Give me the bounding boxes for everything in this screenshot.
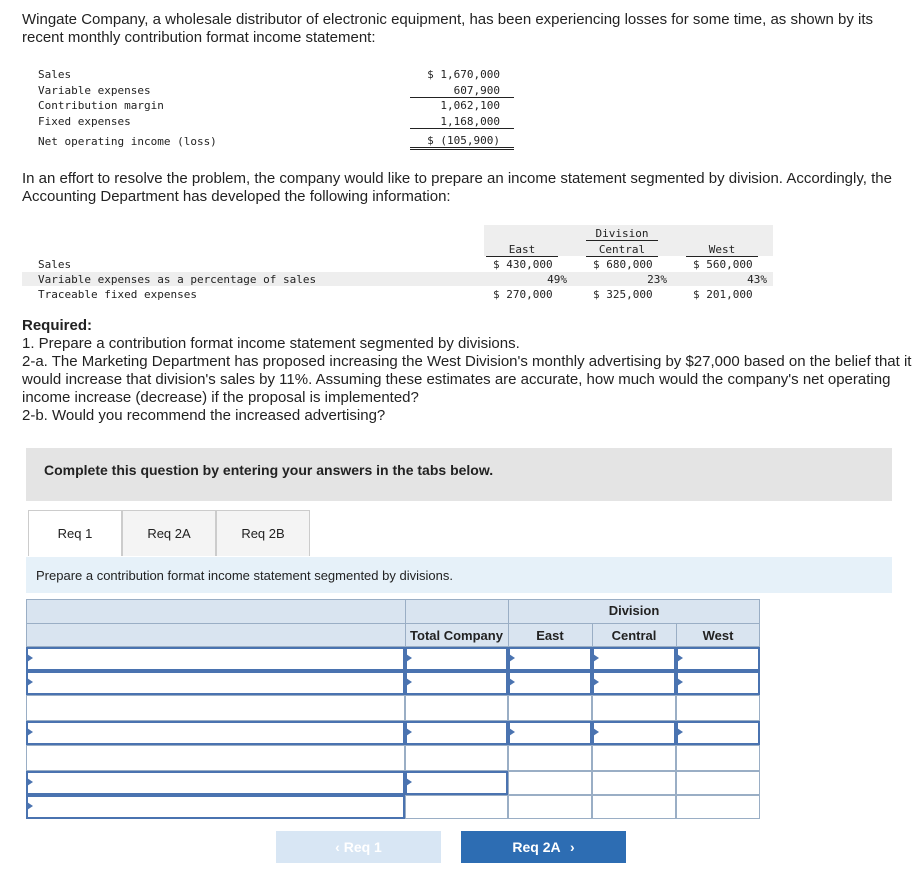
division-col-east: East	[486, 243, 558, 257]
is-value-sales: $ 1,670,000	[427, 68, 500, 81]
division-label-sales: Sales	[38, 258, 72, 271]
answer-central-input[interactable]	[592, 671, 676, 695]
answer-east-cell	[508, 745, 592, 771]
answer-central-cell	[592, 695, 676, 721]
tab-req-2b[interactable]: Req 2B	[216, 510, 310, 556]
chevron-right-icon: ›	[569, 839, 575, 855]
instruction-bar	[26, 557, 892, 593]
instruction-text: Prepare a contribution format income statement segmented by divisions.	[36, 568, 453, 583]
required-title: Required:	[22, 317, 93, 334]
answer-central-input[interactable]	[592, 647, 676, 671]
answer-total-cell	[405, 795, 508, 819]
answer-central-cell	[592, 745, 676, 771]
effort-line-1: In an effort to resolve the problem, the company would like to prepare an income statement segmented by division. Accordingly, the	[22, 170, 892, 187]
answer-central-cell	[592, 795, 676, 819]
is-value-cm: 1,062,100	[440, 99, 500, 112]
answer-total-input[interactable]	[405, 671, 508, 695]
answer-col-central: Central	[611, 628, 657, 643]
is-value-fixed: 1,168,000	[410, 115, 514, 129]
division-central-sales: $ 680,000	[593, 258, 653, 271]
answer-east-cell	[508, 795, 592, 819]
division-label-variable-pct: Variable expenses as a percentage of sales	[38, 273, 317, 286]
answer-east-cell	[508, 771, 592, 795]
answer-total-input[interactable]	[405, 771, 508, 795]
answer-east-input[interactable]	[508, 671, 592, 695]
answer-west-cell	[676, 695, 760, 721]
is-label-noi: Net operating income (loss)	[38, 135, 217, 148]
answer-col-east: East	[536, 628, 564, 643]
answer-east-input[interactable]	[508, 721, 592, 745]
is-value-variable: 607,900	[410, 84, 514, 98]
division-east-sales: $ 430,000	[493, 258, 553, 271]
answer-central-input[interactable]	[592, 721, 676, 745]
is-label-variable: Variable expenses	[38, 84, 151, 97]
division-central-fixed: $ 325,000	[593, 288, 653, 301]
answer-total-input[interactable]	[405, 647, 508, 671]
tab-req-2a[interactable]: Req 2A	[122, 510, 216, 556]
answer-east-input[interactable]	[508, 647, 592, 671]
answer-central-cell	[592, 771, 676, 795]
effort-line-2: Accounting Department has developed the following information:	[22, 188, 451, 205]
answer-label-cell	[26, 745, 405, 771]
answer-label-input[interactable]	[26, 671, 405, 695]
answer-division-header: Division	[608, 603, 660, 618]
required-item-2b: 2-b. Would you recommend the increased advertising?	[22, 407, 386, 424]
answer-total-input[interactable]	[405, 721, 508, 745]
division-east-fixed: $ 270,000	[493, 288, 553, 301]
division-group-header: Division	[595, 227, 649, 240]
next-req-label: Req 2A	[512, 839, 561, 855]
is-label-sales: Sales	[38, 68, 72, 81]
division-west-pct: 43%	[747, 273, 767, 286]
required-item-2a-line-2: would increase that division's sales by 11%. Assuming these estimates are accurate, how much would the company's net operating	[22, 371, 891, 388]
division-col-central: Central	[586, 243, 658, 257]
answer-label-cell	[26, 695, 405, 721]
answer-west-input[interactable]	[676, 721, 760, 745]
required-item-2a-line-1: 2-a. The Marketing Department has proposed increasing the West Division's monthly advertising by $27,000 based on the belief that it	[22, 353, 912, 370]
prev-req-label: Req 1	[343, 839, 382, 855]
answer-west-cell	[676, 745, 760, 771]
tab-req-1[interactable]: Req 1	[28, 510, 122, 556]
division-west-fixed: $ 201,000	[693, 288, 753, 301]
chevron-left-icon: ‹	[335, 839, 340, 855]
answer-west-input[interactable]	[676, 671, 760, 695]
intro-line-1: Wingate Company, a wholesale distributor of electronic equipment, has been experiencing losses for some time, as shown by its	[22, 11, 873, 28]
answer-col-total: Total Company	[410, 628, 503, 643]
answer-label-input[interactable]	[26, 771, 405, 795]
answer-total-cell	[405, 745, 508, 771]
division-col-west: West	[686, 243, 758, 257]
division-group-underline	[586, 240, 658, 241]
answer-label-input[interactable]	[26, 647, 405, 671]
division-east-pct: 49%	[547, 273, 567, 286]
required-item-1: 1. Prepare a contribution format income statement segmented by divisions.	[22, 335, 520, 352]
division-central-pct: 23%	[647, 273, 667, 286]
instructions-banner	[26, 448, 892, 501]
is-value-noi: $ (105,900)	[410, 134, 514, 150]
prev-req-button[interactable]	[276, 831, 441, 863]
intro-line-2: recent monthly contribution format income statement:	[22, 29, 376, 46]
is-label-fixed: Fixed expenses	[38, 115, 131, 128]
answer-west-cell	[676, 795, 760, 819]
division-label-fixed: Traceable fixed expenses	[38, 288, 197, 301]
answer-east-cell	[508, 695, 592, 721]
answer-west-input[interactable]	[676, 647, 760, 671]
required-item-2a-line-3: income increase (decrease) if the proposal is implemented?	[22, 389, 419, 406]
answer-label-input[interactable]	[26, 721, 405, 745]
is-label-cm: Contribution margin	[38, 99, 164, 112]
answer-col-west: West	[702, 628, 734, 643]
division-west-sales: $ 560,000	[693, 258, 753, 271]
answer-label-input[interactable]	[26, 795, 405, 819]
answer-total-cell	[405, 695, 508, 721]
answer-west-cell	[676, 771, 760, 795]
next-req-button[interactable]	[461, 831, 626, 863]
banner-text: Complete this question by entering your answers in the tabs below.	[44, 462, 494, 478]
